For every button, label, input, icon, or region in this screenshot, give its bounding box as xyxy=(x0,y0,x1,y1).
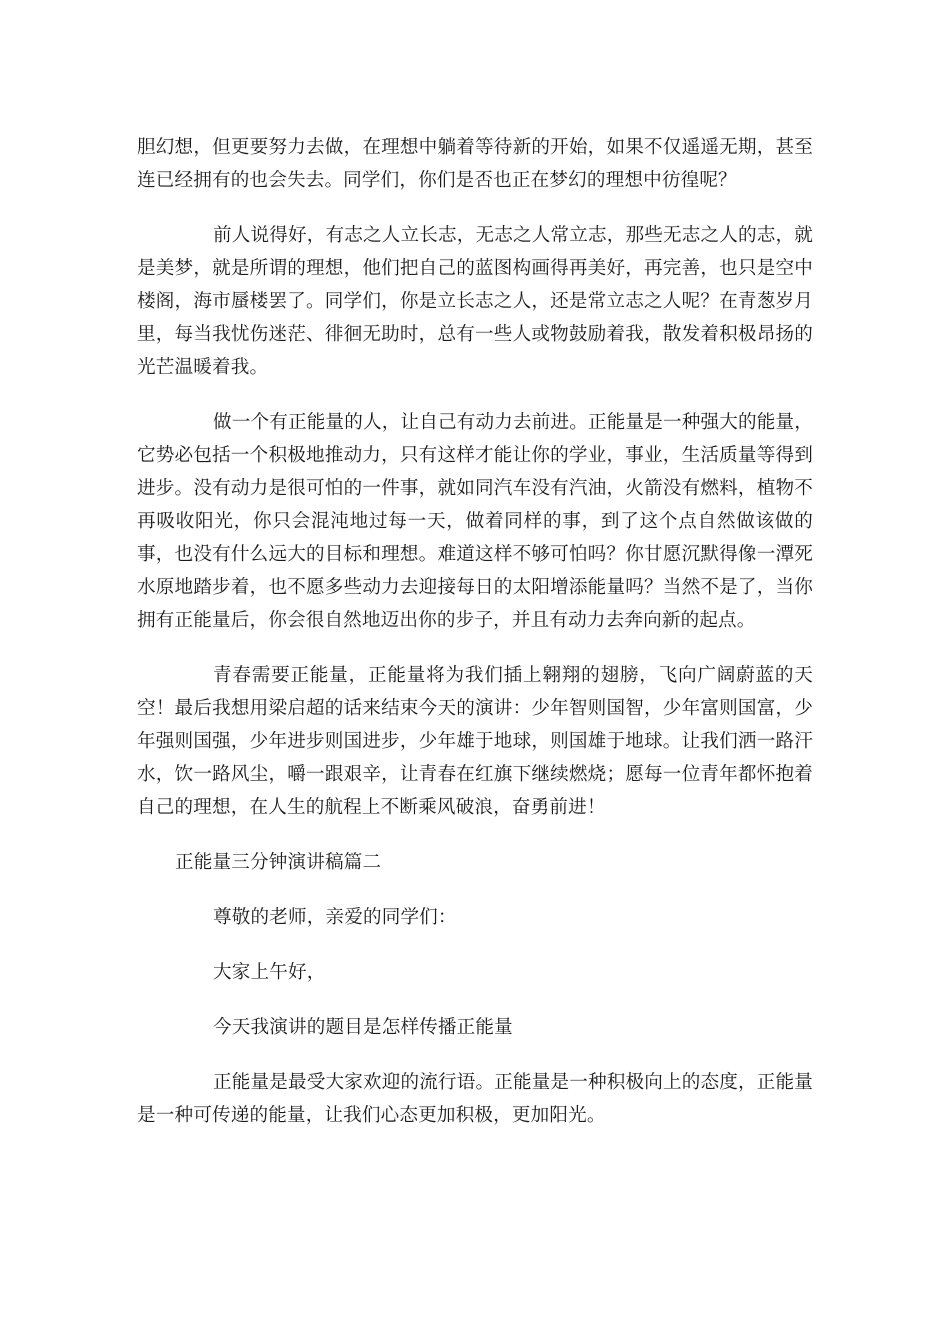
salutation: 尊敬的老师，亲爱的同学们： xyxy=(213,907,457,928)
greeting: 大家上午好， xyxy=(213,962,326,983)
paragraph-closing: 正能量是最受大家欢迎的流行语。正能量是一种积极向上的态度，正能量是一种可传递的能量，让我们心态更加积极，更加阳光。 xyxy=(137,1072,813,1126)
topic-line: 今天我演讲的题目是怎样传播正能量 xyxy=(213,1017,513,1038)
paragraph-continued: 胆幻想，但更要努力去做，在理想中躺着等待新的开始，如果不仅遥遥无期，甚至连已经拥有的也会失去。同学们，你们是否也正在梦幻的理想中彷徨呢？ xyxy=(137,137,813,191)
paragraph-ambition: 前人说得好，有志之人立长志，无志之人常立志，那些无志之人的志，就是美梦，就是所谓的理想，他们把自己的蓝图构画得再美好，再完善，也只是空中楼阁，海市蜃楼罢了。同学们，你是立长志之人，还是常立志之人呢？在青葱岁月里，每当我忧伤迷茫、徘徊无助时，总有一些人或物鼓励着我，散发着积极昂扬的光芒温暖着我。 xyxy=(137,225,813,378)
section-title: 正能量三分钟演讲稿篇二 xyxy=(175,852,382,873)
document-body xyxy=(137,131,813,1154)
paragraph-youth: 青春需要正能量，正能量将为我们插上翱翔的翅膀，飞向广阔蔚蓝的天空！最后我想用梁启超的话来结束今天的演讲：少年智则国智，少年富则国富，少年强则国强，少年进步则国进步，少年雄于地球，则国雄于地球。让我们洒一路汗水，饮一路风尘，嚼一跟艰辛，让青春在红旗下继续燃烧；愿每一位青年都怀抱着自己的理想，在人生的航程上不断乘风破浪，奋勇前进！ xyxy=(137,665,813,818)
paragraph-positive-energy: 做一个有正能量的人，让自己有动力去前进。正能量是一种强大的能量，它势必包括一个积极地推动力，只有这样才能让你的学业，事业，生活质量等得到进步。没有动力是很可怕的一件事，就如同汽车没有汽油，火箭没有燃料，植物不再吸收阳光，你只会混沌地过每一天，做着同样的事，到了这个点自然做该做的事，也没有什么远大的目标和理想。难道这样不够可怕吗？你甘愿沉默得像一潭死水原地踏步着，也不愿多些动力去迎接每日的太阳增添能量吗？当然不是了，当你拥有正能量后，你会很自然地迈出你的步子，并且有动力去奔向新的起点。 xyxy=(137,412,813,631)
